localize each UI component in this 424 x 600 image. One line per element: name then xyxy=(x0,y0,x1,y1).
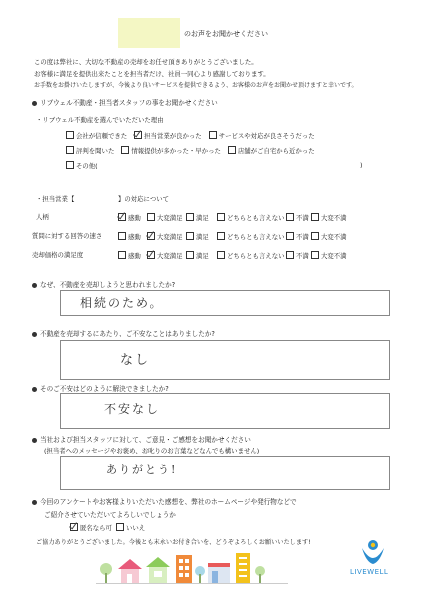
option-good-service[interactable]: サービスや対応が良さそうだった xyxy=(209,132,315,140)
question-text: 当社および担当スタッフに対して、ご意見・ご感想をお聞かせください xyxy=(40,436,251,444)
checkbox-checked-icon[interactable] xyxy=(134,131,142,139)
tree-icon xyxy=(100,563,112,583)
rating-option-label: 感動 xyxy=(128,252,141,260)
consent-text-2: ご紹介させていただいてよろしいでしょうか xyxy=(44,511,176,519)
other-close: ) xyxy=(360,161,363,169)
option-near-store[interactable]: 店舗がご自宅から近かった xyxy=(228,147,315,155)
checkbox-icon[interactable] xyxy=(209,131,217,139)
question-text: そのご不安はどのように解決できましたか? xyxy=(40,385,169,393)
handwritten-answer: ありがとう! xyxy=(106,463,178,476)
rating-option-label: 満足 xyxy=(196,233,209,241)
question-text: なぜ、不動産を売却しようと思われましたか? xyxy=(40,281,176,289)
rating-row-label: 質問に対する回答の速さ xyxy=(32,232,103,240)
reason-options-row2 xyxy=(66,146,320,155)
checkbox-icon[interactable] xyxy=(66,131,74,139)
rating-option-label: 満足 xyxy=(196,214,209,222)
section1-heading xyxy=(32,97,218,107)
checkbox-icon[interactable] xyxy=(217,213,225,221)
rating-option[interactable] xyxy=(217,251,285,260)
rating-option[interactable] xyxy=(147,213,183,222)
house-icon xyxy=(118,559,142,583)
rating-option[interactable] xyxy=(118,232,141,241)
option-good-agent[interactable]: 担当営業が良かった xyxy=(134,132,202,140)
rating-option-label: どちらとも言えない xyxy=(227,214,285,222)
question-2 xyxy=(32,328,215,338)
bullet-icon xyxy=(32,387,37,392)
rating-option[interactable] xyxy=(118,213,141,222)
checkbox-icon[interactable] xyxy=(116,523,124,531)
question-note: (担当者へのメッセージやお褒め、お叱りのお言葉などなんでも構いません) xyxy=(44,447,260,455)
option-reputation[interactable]: 評判を聞いた xyxy=(66,147,114,155)
intro-line-1: この度は弊社に、大切な不動産の売却をお任せ頂きありがとうございました。 xyxy=(34,58,258,66)
rating-option-label: 大変満足 xyxy=(157,252,183,260)
checkbox-checked-icon[interactable] xyxy=(118,213,126,221)
question-text: 不動産を売却するにあたり、ご不安なことはありましたか? xyxy=(40,330,215,338)
store-icon xyxy=(208,563,230,583)
rating-option[interactable] xyxy=(217,213,285,222)
intro-line-2: お客様に満足を提供出来たことを担当者だけ、社員一同心より感謝しております。 xyxy=(34,70,270,78)
rating-row-label: 人柄 xyxy=(36,213,49,221)
rating-heading-left: ・担当営業【 xyxy=(36,195,75,203)
checkbox-checked-icon[interactable] xyxy=(70,523,78,531)
rating-option-label: どちらとも言えない xyxy=(227,233,285,241)
rating-option[interactable] xyxy=(286,251,309,260)
checkbox-icon[interactable] xyxy=(286,232,294,240)
rating-option[interactable] xyxy=(186,232,209,241)
checkbox-icon[interactable] xyxy=(121,146,129,154)
consent-yes-label: 匿名なら可 xyxy=(80,524,112,532)
town-illustration-icon xyxy=(96,553,288,585)
checkbox-icon[interactable] xyxy=(66,161,74,169)
consent-yes[interactable] xyxy=(70,523,112,532)
answer-box[interactable] xyxy=(60,340,390,380)
rating-option[interactable] xyxy=(147,232,183,241)
checkbox-checked-icon[interactable] xyxy=(147,251,155,259)
rating-option-label: 不満 xyxy=(296,233,309,241)
building-icon xyxy=(236,553,250,583)
rating-option[interactable] xyxy=(217,232,285,241)
checkbox-icon[interactable] xyxy=(217,251,225,259)
handwritten-answer: 不安なし xyxy=(104,402,161,416)
rating-option-label: 大変不満 xyxy=(321,252,347,260)
rating-option[interactable] xyxy=(286,232,309,241)
handwritten-answer: なし xyxy=(120,353,151,368)
intro-line-3: お手数をお掛けいたしますが、今後より良いサービスを提供できるよう、お客様のお声をお聞かせ頂けますと幸いです。 xyxy=(34,82,358,89)
option-other[interactable] xyxy=(66,161,98,170)
reason-options-row1 xyxy=(66,131,320,140)
consent-text-1-value: 今回のアンケートやお客様よりいただいた感想を、弊社のホームページや発行物などで xyxy=(40,498,297,506)
consent-no-label: いいえ xyxy=(126,524,146,532)
rating-option[interactable] xyxy=(311,232,347,241)
reason-heading: ・リブウェル不動産を選んでいただいた理由 xyxy=(36,116,164,124)
other-label: その他( xyxy=(76,162,98,170)
rating-option[interactable] xyxy=(286,213,309,222)
consent-no[interactable] xyxy=(116,523,145,532)
checkbox-checked-icon[interactable] xyxy=(147,232,155,240)
checkbox-icon[interactable] xyxy=(311,232,319,240)
livewell-logo-icon xyxy=(360,538,386,566)
rating-option-label: 大変不満 xyxy=(321,214,347,222)
option-company-trust[interactable]: 会社が信頼できた xyxy=(66,132,127,140)
rating-option-label: 満足 xyxy=(196,252,209,260)
checkbox-icon[interactable] xyxy=(217,232,225,240)
option-info[interactable]: 情報提供が多かった・早かった xyxy=(121,147,220,155)
rating-option-label: 感動 xyxy=(128,214,141,222)
rating-option[interactable] xyxy=(118,251,141,260)
rating-option-label: どちらとも言えない xyxy=(227,252,285,260)
checkbox-icon[interactable] xyxy=(228,146,236,154)
bullet-icon xyxy=(32,438,37,443)
checkbox-icon[interactable] xyxy=(186,213,194,221)
logo-text: LIVEWELL xyxy=(350,568,389,576)
bullet-icon xyxy=(32,500,37,505)
checkbox-icon[interactable] xyxy=(147,213,155,221)
rating-option-label: 感動 xyxy=(128,233,141,241)
checkbox-icon[interactable] xyxy=(118,251,126,259)
house-icon xyxy=(146,557,170,583)
rating-option[interactable] xyxy=(147,251,183,260)
rating-option[interactable] xyxy=(311,213,347,222)
bullet-icon xyxy=(32,283,37,288)
consent-text-1 xyxy=(32,496,297,506)
tree-icon xyxy=(255,566,265,583)
rating-row-label: 売却価格の満足度 xyxy=(32,251,84,259)
rating-option-label: 大変満足 xyxy=(157,233,183,241)
question-1 xyxy=(32,279,175,289)
name-highlight xyxy=(118,18,180,48)
bullet-icon xyxy=(32,101,37,106)
checkbox-icon[interactable] xyxy=(118,232,126,240)
page-title: のお声をお聞かせください xyxy=(184,30,268,38)
checkbox-icon[interactable] xyxy=(311,213,319,221)
rating-option[interactable] xyxy=(311,251,347,260)
checkbox-icon[interactable] xyxy=(311,251,319,259)
thanks-text: ご協力ありがとうございました。今後とも末永いお付き合いを、どうぞよろしくお願いいたします! xyxy=(36,539,311,546)
rating-option-label: 大変満足 xyxy=(157,214,183,222)
rating-heading-right: 】の対応について xyxy=(118,195,169,203)
checkbox-icon[interactable] xyxy=(186,251,194,259)
section1-heading-text: リブウェル不動産・担当者スタッフの事をお聞かせください xyxy=(40,99,218,107)
rating-option-label: 不満 xyxy=(296,214,309,222)
handwritten-answer: 相続のため。 xyxy=(80,296,164,310)
rating-option-label: 不満 xyxy=(296,252,309,260)
checkbox-icon[interactable] xyxy=(186,232,194,240)
bullet-icon xyxy=(32,332,37,337)
rating-option[interactable] xyxy=(186,213,209,222)
checkbox-icon[interactable] xyxy=(286,251,294,259)
question-4 xyxy=(32,434,251,444)
checkbox-icon[interactable] xyxy=(66,146,74,154)
checkbox-icon[interactable] xyxy=(286,213,294,221)
rating-option-label: 大変不満 xyxy=(321,233,347,241)
question-3 xyxy=(32,383,169,393)
rating-option[interactable] xyxy=(186,251,209,260)
tree-icon xyxy=(195,566,205,583)
building-icon xyxy=(176,555,192,583)
